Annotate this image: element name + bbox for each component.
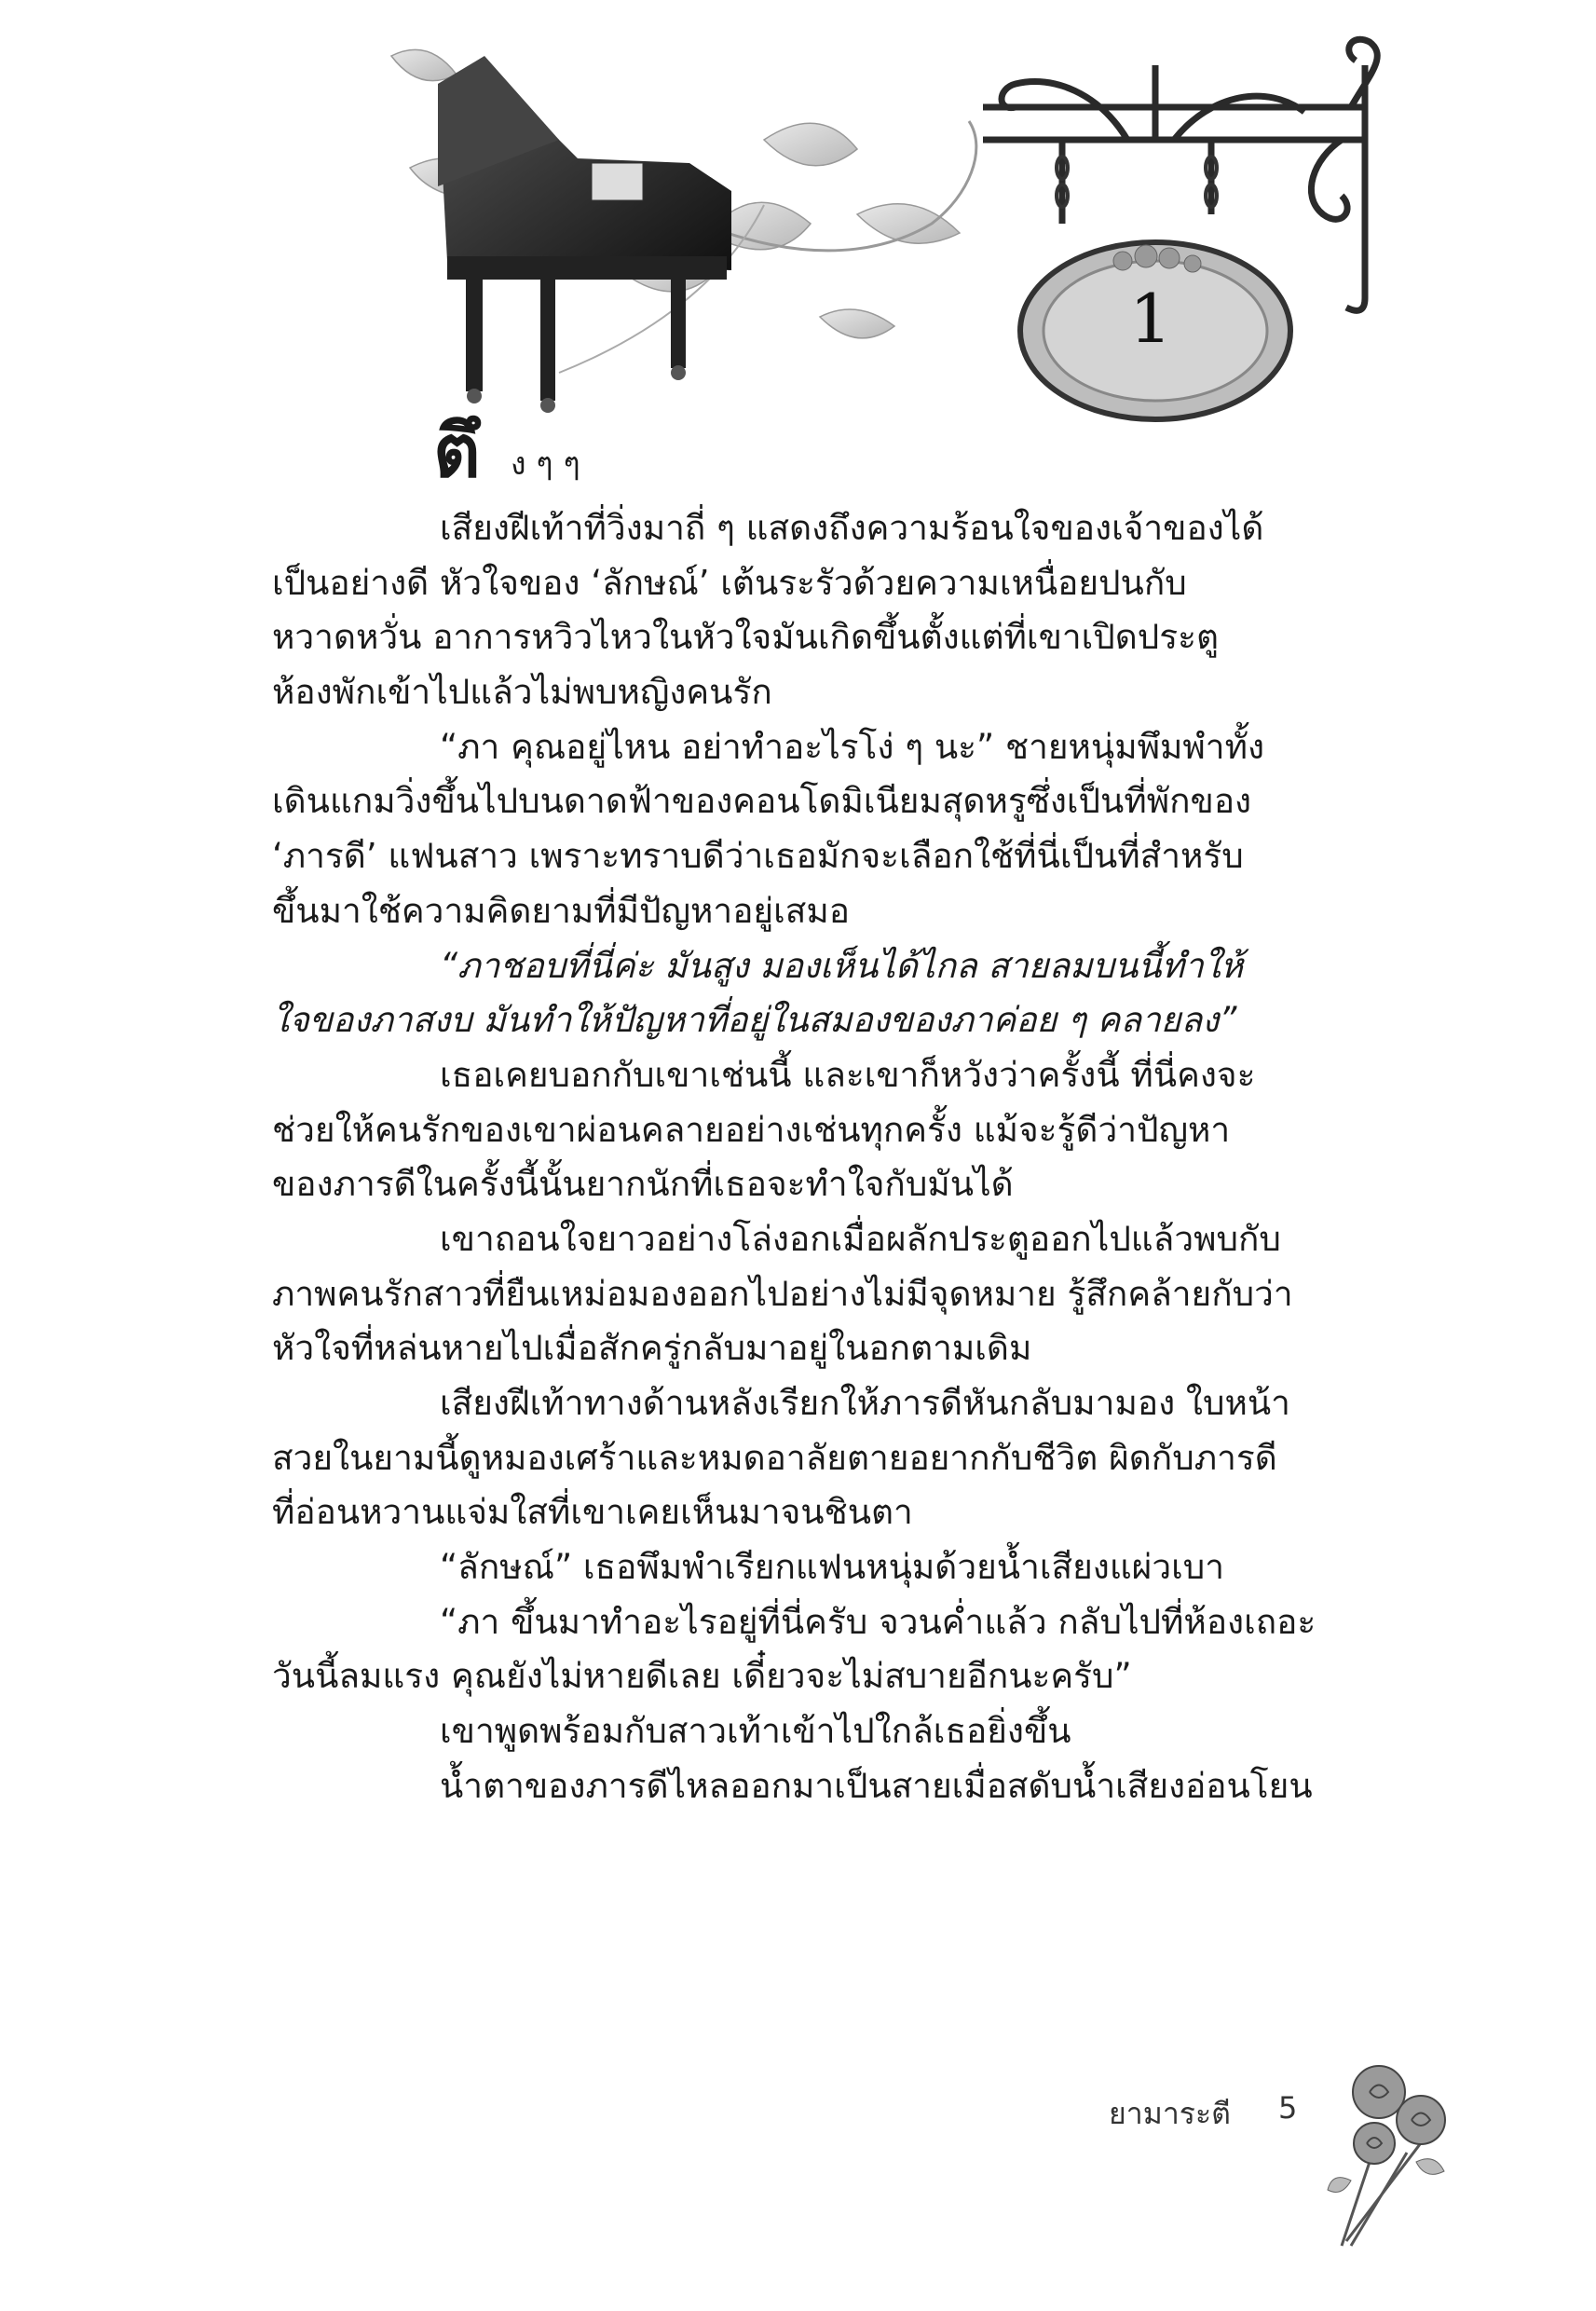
body-line: เดินแกมวิ่งขึ้นไปบนดาดฟ้าของคอนโดมิเนียมสุดหรูซึ่งเป็นที่พักของ <box>272 781 1252 822</box>
chapter-number: 1 <box>1129 280 1172 358</box>
dropcap-continuation: ง ๆ ๆ <box>511 445 580 483</box>
body-line: เขาพูดพร้อมกับสาวเท้าเข้าไปใกล้เธอยิ่งขึ้น <box>440 1711 1071 1752</box>
body-line: ช่วยให้คนรักของเขาผ่อนคลายอย่างเช่นทุกครั้ง แม้จะรู้ดีว่าปัญหา <box>272 1109 1231 1150</box>
roses-icon <box>1323 2050 1463 2255</box>
body-line: เขาถอนใจยาวอย่างโล่งอกเมื่อผลักประตูออกไปแล้วพบกับ <box>440 1218 1281 1259</box>
body-line: น้ำตาของภารดีไหลออกมาเป็นสายเมื่อสดับน้ำเสียงอ่อนโยน <box>440 1765 1313 1806</box>
body-line: หัวใจที่หล่นหายไปเมื่อสักครู่กลับมาอยู่ในอกตามเดิม <box>272 1328 1032 1369</box>
footer-page-number: 5 <box>1278 2090 1298 2126</box>
body-line: “ภา ขึ้นมาทำอะไรอยู่ที่นี่ครับ จวนค่ำแล้ว กลับไปที่ห้องเถอะ <box>440 1601 1316 1642</box>
story-body <box>272 501 1399 1814</box>
body-line: “ภาชอบที่นี่ค่ะ มันสูง มองเห็นได้ไกล สายลมบนนี้ทำให้ <box>440 945 1244 986</box>
body-line: ‘ภารดี’ แฟนสาว เพราะทราบดีว่าเธอมักจะเลือกใช้ที่นี่เป็นที่สำหรับ <box>272 836 1244 877</box>
dropcap: ตึ <box>433 410 481 494</box>
chain-decoration <box>1057 157 1217 207</box>
body-line: “ภา คุณอยู่ไหน อย่าทำอะไรโง่ ๆ นะ” ชายหนุ่มพึมพำทั้ง <box>440 726 1265 767</box>
body-line: สวยในยามนี้ดูหมองเศร้าและหมดอาลัยตายอยากกับชีวิต ผิดกับภารดี <box>272 1437 1277 1478</box>
body-line: ของภารดีในครั้งนี้นั้นยากนักที่เธอจะทำใจกับมันได้ <box>272 1164 1014 1205</box>
body-line: ภาพคนรักสาวที่ยืนเหม่อมองออกไปอย่างไม่มีจุดหมาย รู้สึกคล้ายกับว่า <box>272 1273 1293 1314</box>
body-line: ที่อ่อนหวานแจ่มใสที่เขาเคยเห็นมาจนชินตา <box>272 1492 913 1533</box>
body-line: ใจของภาสงบ มันทำให้ปัญหาที่อยู่ในสมองของภาค่อย ๆ คลายลง” <box>272 1000 1237 1041</box>
body-line: ขึ้นมาใช้ความคิดยามที่มีปัญหาอยู่เสมอ <box>272 890 850 931</box>
header-illustration <box>0 0 1596 438</box>
body-line: “ลักษณ์” เธอพึมพำเรียกแฟนหนุ่มด้วยน้ำเสียงแผ่วเบา <box>440 1547 1225 1588</box>
body-line: เสียงฝีเท้าทางด้านหลังเรียกให้ภารดีหันกลับมามอง ใบหน้า <box>440 1383 1290 1423</box>
body-line: เธอเคยบอกกับเขาเช่นนี้ และเขาก็หวังว่าครั้งนี้ ที่นี่คงจะ <box>440 1054 1256 1095</box>
body-line: เป็นอย่างดี หัวใจของ ‘ลักษณ์’ เต้นระรัวด้วยความเหนื่อยปนกับ <box>272 562 1187 603</box>
body-line: หวาดหวั่น อาการหวิวไหวในหัวใจมันเกิดขึ้นตั้งแต่ที่เขาเปิดประตู <box>272 617 1220 658</box>
body-line: เสียงฝีเท้าที่วิ่งมาถี่ ๆ แสดงถึงความร้อนใจของเจ้าของได้ <box>440 508 1264 548</box>
body-line: ห้องพักเข้าไปแล้วไม่พบหญิงคนรัก <box>272 672 772 713</box>
grand-piano-icon <box>438 56 731 413</box>
body-line: วันนี้ลมแรง คุณยังไม่หายดีเลย เดี๋ยวจะไม่สบายอีกนะครับ” <box>272 1656 1132 1697</box>
footer-book-title: ยามาระตี <box>1109 2096 1231 2131</box>
